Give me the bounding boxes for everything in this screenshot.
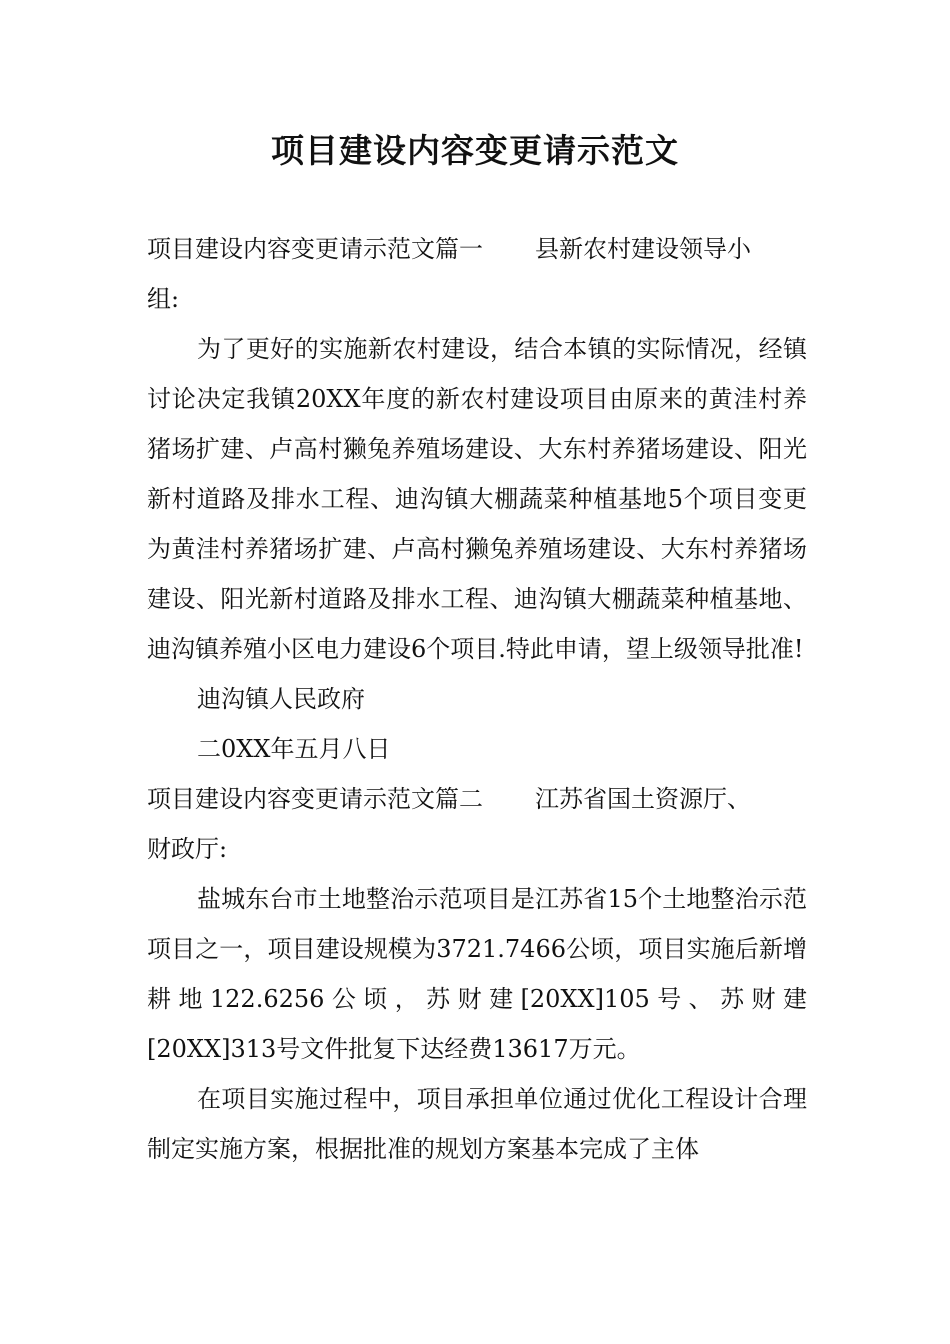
part2-heading-line — [147, 774, 807, 824]
part1-addressee: 县新农村建设领导小 — [535, 235, 751, 263]
part1-heading-line — [147, 224, 807, 274]
part1-signature: 迪沟镇人民政府 — [197, 685, 365, 713]
part2-addressee-continued: 财政厅: — [147, 835, 228, 863]
part1-paragraph: 为了更好的实施新农村建设，结合本镇的实际情况，经镇讨论决定我镇20XX年度的新农村建设项目由原来的黄洼村养猪场扩建、卢高村獭兔养殖场建设、大东村养猪场建设、阳光新村道路及排水工程、迪沟镇大棚蔬菜种植基地5个项目变更为黄洼村养猪场扩建、卢高村獭兔养殖场建设、大东村养猪场建设、阳光新村道路及排水工程、迪沟镇大棚蔬菜种植基地、迪沟镇养殖小区电力建设6个项目.特此申请，望上级领导批准! — [147, 335, 807, 663]
document-title: 项目建设内容变更请示范文 — [271, 131, 679, 170]
part2-paragraph-1: 盐城东台市土地整治示范项目是江苏省15个土地整治示范项目之一，项目建设规模为3721.7466公顷，项目实施后新增耕地122.6256公顷，苏财建[20XX]105号、苏财建[20XX]313号文件批复下达经费13617万元。 — [147, 885, 807, 1063]
part1-date: 二0XX年五月八日 — [197, 735, 391, 763]
part2-paragraph-2: 在项目实施过程中，项目承担单位通过优化工程设计合理制定实施方案，根据批准的规划方案基本完成了主体 — [147, 1085, 807, 1163]
part1-heading: 项目建设内容变更请示范文篇一 — [147, 235, 483, 263]
part1-addressee-continued: 组: — [147, 285, 180, 313]
part2-addressee: 江苏省国土资源厅、 — [535, 785, 751, 813]
document-body — [147, 224, 807, 1174]
part2-heading: 项目建设内容变更请示范文篇二 — [147, 785, 483, 813]
